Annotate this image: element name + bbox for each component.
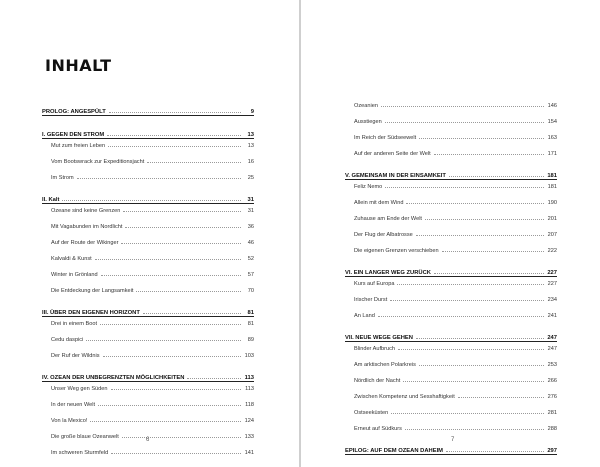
entry-page: 281 [547, 410, 557, 416]
toc-entry[interactable] [345, 247, 557, 254]
entry-label: An Land [354, 313, 375, 319]
entry-page: 181 [547, 173, 557, 179]
entry-page: 113 [245, 386, 254, 392]
leader-dots [143, 309, 241, 314]
entry-label: Irischer Durst [354, 297, 388, 303]
entry-page: 227 [547, 270, 557, 276]
chapter-rule [42, 203, 254, 204]
entry-label: Auf der Route der Wikinger [51, 240, 119, 246]
entry-label: III. ÜBER DEN EIGENEN HORIZONT [42, 310, 140, 316]
toc-chapter-prolog[interactable] [42, 108, 254, 115]
chapter-rule [345, 179, 557, 180]
entry-page: 190 [547, 200, 557, 206]
entry-label: VII. NEUE WEGE GEHEN [345, 335, 413, 341]
left-page [0, 0, 299, 467]
page-number: 7 [451, 437, 455, 443]
leader-dots [416, 334, 544, 339]
toc-entry[interactable] [345, 134, 557, 141]
leader-dots [103, 352, 242, 357]
toc-entry[interactable] [345, 361, 557, 368]
leader-dots [419, 134, 544, 139]
entry-label: Der Flug der Albatrosse [354, 232, 413, 238]
entry-label: Am arktischen Polarkreis [354, 362, 416, 368]
toc-entry[interactable] [345, 425, 557, 432]
toc-entry[interactable] [42, 174, 254, 181]
leader-dots [449, 172, 544, 177]
entry-page: 247 [547, 346, 557, 352]
chapter-rule [42, 316, 254, 317]
leader-dots [434, 150, 544, 155]
leader-dots [121, 239, 241, 244]
page-number: 6 [146, 437, 150, 443]
entry-label: Mit Vagabunden im Nordlicht [51, 224, 123, 230]
toc-chapter-epilog[interactable] [345, 447, 557, 454]
entry-label: Ausstiegen [354, 119, 382, 125]
toc-chapter-1[interactable] [42, 131, 254, 138]
leader-dots [125, 223, 241, 228]
toc-entry[interactable] [42, 142, 254, 149]
toc-chapter-6[interactable] [345, 269, 557, 276]
entry-page: 141 [244, 450, 254, 456]
toc-entry[interactable] [42, 239, 254, 246]
toc-entry[interactable] [345, 280, 557, 287]
entry-page: 171 [547, 151, 557, 157]
entry-label: VI. EIN LANGER WEG ZURÜCK [345, 270, 431, 276]
entry-page: 154 [547, 119, 557, 125]
toc-chapter-4[interactable] [42, 374, 254, 381]
entry-label: Auf der anderen Seite der Welt [354, 151, 431, 157]
toc-entry[interactable] [42, 401, 254, 408]
entry-page: 288 [547, 426, 557, 432]
leader-dots [90, 417, 241, 422]
chapter-rule [42, 138, 254, 139]
entry-label: Cedu daspici [51, 337, 84, 343]
entry-page: 247 [547, 335, 557, 341]
leader-dots [187, 374, 241, 379]
entry-page: 181 [547, 184, 557, 190]
entry-page: 13 [247, 143, 254, 149]
entry-page: 234 [547, 297, 557, 303]
entry-label: Im schweren Sturmfeld [51, 450, 109, 456]
leader-dots [425, 215, 544, 220]
entry-label: Ozeane sind keine Grenzen [51, 208, 121, 214]
leader-dots [385, 183, 544, 188]
leader-dots [122, 433, 241, 438]
leader-dots [416, 231, 544, 236]
toc-entry[interactable] [42, 336, 254, 343]
leader-dots [95, 255, 241, 260]
leader-dots [434, 269, 544, 274]
entry-page: 25 [247, 175, 254, 181]
toc-entry[interactable] [42, 223, 254, 230]
toc-chapter-5[interactable] [345, 172, 557, 179]
entry-page: 52 [247, 256, 254, 262]
toc-entry[interactable] [42, 255, 254, 262]
toc-entry[interactable] [345, 393, 557, 400]
leader-dots [100, 320, 241, 325]
leader-dots [381, 102, 544, 107]
entry-label: Zwischen Kompetenz und Sesshaftigkeit [354, 394, 455, 400]
toc-entry[interactable] [345, 312, 557, 319]
entry-page: 81 [247, 310, 254, 316]
entry-page: 133 [244, 434, 254, 440]
leader-dots [111, 385, 242, 390]
entry-label: EPILOG: AUF DEM OZEAN DAHEIM [345, 448, 444, 454]
entry-label: IV. OZEAN DER UNBEGRENZTEN MÖGLICHKEITEN [42, 375, 185, 381]
entry-label: Erneut auf Südkurs [354, 426, 402, 432]
toc-entry[interactable] [42, 352, 254, 359]
leader-dots [398, 345, 544, 350]
entry-page: 201 [547, 216, 557, 222]
entry-page: 81 [247, 321, 254, 327]
entry-page: 70 [247, 288, 254, 294]
leader-dots [107, 131, 241, 136]
toc-entry[interactable] [345, 377, 557, 384]
leader-dots [403, 377, 544, 382]
entry-label: PROLOG: ANGESPÜLT [42, 109, 106, 115]
toc-entry[interactable] [345, 102, 557, 109]
chapter-rule [345, 276, 557, 277]
entry-label: Der Ruf der Wildnis [51, 353, 100, 359]
entry-page: 124 [244, 418, 254, 424]
leader-dots [442, 247, 544, 252]
entry-label: Kalvaldi & Kunst [51, 256, 92, 262]
entry-page: 118 [245, 402, 254, 408]
entry-page: 207 [547, 232, 557, 238]
entry-page: 36 [247, 224, 254, 230]
entry-page: 31 [247, 208, 254, 214]
toc-entry[interactable] [345, 183, 557, 190]
toc-left [42, 108, 254, 456]
leader-dots [109, 108, 241, 113]
entry-label: Kurs auf Europa [354, 281, 395, 287]
leader-dots [108, 142, 241, 147]
leader-dots [458, 393, 544, 398]
entry-page: 113 [244, 375, 254, 381]
leader-dots [62, 196, 241, 201]
entry-label: Ozeanien [354, 103, 378, 109]
entry-page: 146 [547, 103, 557, 109]
entry-page: 9 [250, 109, 254, 115]
entry-page: 89 [247, 337, 254, 343]
leader-dots [136, 287, 241, 292]
leader-dots [405, 425, 544, 430]
toc-heading: INHALT [45, 56, 112, 75]
leader-dots [86, 336, 241, 341]
leader-dots [98, 401, 241, 406]
toc-entry[interactable] [42, 287, 254, 294]
toc-entry[interactable] [345, 231, 557, 238]
toc-chapter-3[interactable] [42, 309, 254, 316]
leader-dots [111, 449, 241, 454]
toc-entry[interactable] [42, 385, 254, 392]
leader-dots [406, 199, 544, 204]
entry-label: Allein mit dem Wind [354, 200, 404, 206]
entry-label: Die Entdeckung der Langsamkeit [51, 288, 134, 294]
toc-entry[interactable] [345, 215, 557, 222]
entry-label: Vom Bootswrack zur Expeditionsjacht [51, 159, 145, 165]
toc-entry[interactable] [345, 150, 557, 157]
leader-dots [391, 409, 544, 414]
entry-page: 297 [547, 448, 557, 454]
toc-entry[interactable] [345, 345, 557, 352]
toc-entry[interactable] [345, 296, 557, 303]
toc-entry[interactable] [345, 118, 557, 125]
toc-entry[interactable] [42, 158, 254, 165]
entry-page: 241 [547, 313, 557, 319]
entry-page: 266 [547, 378, 557, 384]
leader-dots [419, 361, 544, 366]
toc-chapter-7[interactable] [345, 334, 557, 341]
leader-dots [397, 280, 544, 285]
leader-dots [446, 447, 544, 452]
entry-label: Zuhause am Ende der Welt [354, 216, 422, 222]
toc-entry[interactable] [345, 409, 557, 416]
entry-label: Die eigenen Grenzen verschieben [354, 248, 439, 254]
leader-dots [385, 118, 544, 123]
entry-label: Mut zum freien Leben [51, 143, 106, 149]
toc-entry[interactable] [42, 417, 254, 424]
entry-page: 103 [244, 353, 254, 359]
entry-label: Im Strom [51, 175, 74, 181]
entry-page: 222 [547, 248, 557, 254]
leader-dots [378, 312, 544, 317]
toc-entry[interactable] [345, 199, 557, 206]
entry-page: 276 [547, 394, 557, 400]
toc-entry[interactable] [42, 449, 254, 456]
entry-label: Unser Weg gen Süden [51, 386, 108, 392]
entry-label: Feliz Nemo [354, 184, 383, 190]
entry-label: V. GEMEINSAM IN DER EINSAMKEIT [345, 173, 446, 179]
toc-entry[interactable] [42, 207, 254, 214]
chapter-rule [345, 454, 557, 455]
leader-dots [77, 174, 241, 179]
entry-page: 227 [547, 281, 557, 287]
entry-page: 46 [247, 240, 254, 246]
entry-label: II. Kalt [42, 197, 60, 203]
chapter-rule [42, 115, 254, 116]
entry-label: I. GEGEN DEN STROM [42, 132, 105, 138]
entry-label: Im Reich der Südseewelt [354, 135, 417, 141]
toc-chapter-2[interactable] [42, 196, 254, 203]
toc-entry[interactable] [42, 320, 254, 327]
entry-label: Drei in einem Boot [51, 321, 98, 327]
chapter-rule [345, 341, 557, 342]
entry-label: Blinder Aufbruch [354, 346, 396, 352]
entry-label: Ostseeküsten [354, 410, 389, 416]
entry-page: 163 [547, 135, 557, 141]
entry-page: 13 [247, 132, 254, 138]
chapter-rule [42, 381, 254, 382]
leader-dots [390, 296, 544, 301]
entry-page: 57 [247, 272, 254, 278]
entry-page: 253 [547, 362, 557, 368]
entry-label: Nördlich der Nacht [354, 378, 401, 384]
entry-label: Winter in Grönland [51, 272, 98, 278]
entry-page: 16 [247, 159, 254, 165]
toc-entry[interactable] [42, 271, 254, 278]
leader-dots [101, 271, 241, 276]
entry-label: Von la Mexico! [51, 418, 88, 424]
right-page [301, 0, 600, 467]
leader-dots [123, 207, 241, 212]
leader-dots [147, 158, 241, 163]
entry-label: In der neuen Welt [51, 402, 96, 408]
toc-right [345, 102, 557, 455]
entry-page: 31 [247, 197, 254, 203]
entry-label: Die große blaue Ozeanwelt [51, 434, 119, 440]
